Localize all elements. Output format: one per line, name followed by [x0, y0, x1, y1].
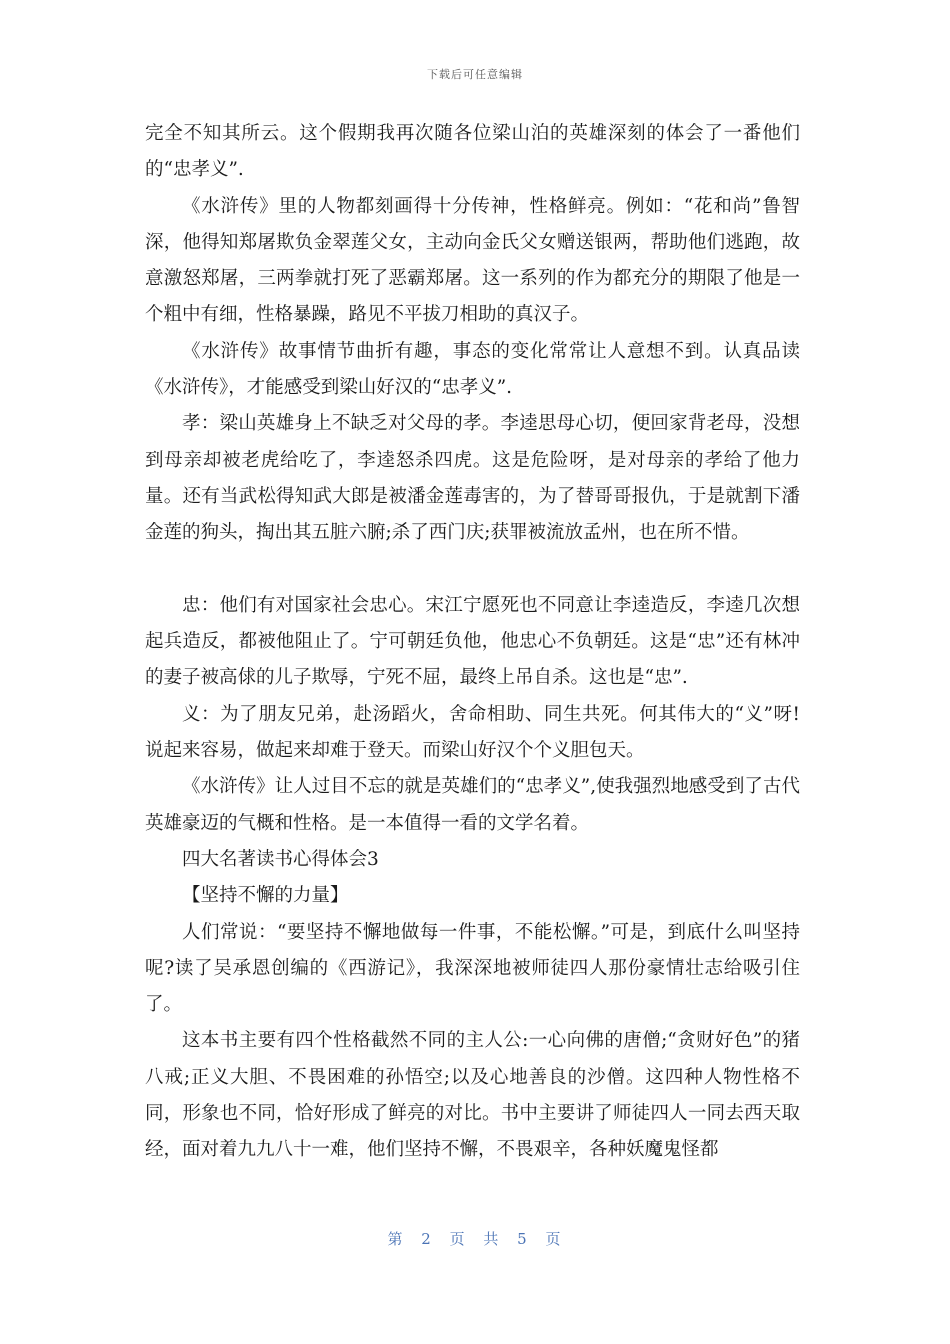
page-header: 下载后可任意编辑	[427, 68, 523, 81]
document-body	[145, 116, 800, 1169]
paragraph-journey-west: 这本书主要有四个性格截然不同的主人公:一心向佛的唐僧;“贪财好色”的猪八戒;正义大胆、不畏困难的孙悟空;以及心地善良的沙僧。这四种人物性格不同，形象也不同，恰好形成了鲜亮的对比。书中主要讲了师徒四人一同去西天取经，面对着九九八十一难，他们坚持不懈，不畏艰辛，各种妖魔鬼怪都	[145, 1030, 800, 1161]
section-subtitle: 【坚持不懈的力量】	[182, 885, 349, 907]
paragraph-characters: 《水浒传》里的人物都刻画得十分传神，性格鲜亮。例如：“花和尚”鲁智深，他得知郑屠欺负金翠莲父女，主动向金氏父女赠送银两，帮助他们逃跑，故意激怒郑屠，三两拳就打死了恶霸郑屠。这一系列的作为都充分的期限了他是一个粗中有细，性格暴躁，路见不平拔刀相助的真汉子。	[145, 195, 800, 326]
paragraph-righteousness: 义：为了朋友兄弟，赴汤蹈火，舍命相助、同生共死。何其伟大的“义”呀!说起来容易，做起来却难于登天。而梁山好汉个个义胆包天。	[145, 703, 800, 762]
paragraph-filial-piety: 孝：梁山英雄身上不缺乏对父母的孝。李逵思母心切，便回家背老母，没想到母亲却被老虎给吃了，李逵怒杀四虎。这是危险呀，是对母亲的孝给了他力量。还有当武松得知武大郎是被潘金莲毒害的，为了替哥哥报仇，于是就割下潘金莲的狗头，掏出其五脏六腑;杀了西门庆;获罪被流放孟州，也在所不惜。	[145, 413, 800, 544]
paragraph-perseverance-intro: 人们常说：“要坚持不懈地做每一件事，不能松懈。”可是，到底什么叫坚持呢?读了吴承恩创编的《西游记》，我深深地被师徒四人那份豪情壮志给吸引住了。	[145, 921, 800, 1016]
paragraph-conclusion: 《水浒传》让人过目不忘的就是英雄们的“忠孝义”,使我强烈地感受到了古代英雄豪迈的气概和性格。是一本值得一看的文学名着。	[145, 776, 800, 834]
paragraph-continuation: 完全不知其所云。这个假期我再次随各位梁山泊的英雄深刻的体会了一番他们的“忠孝义”.	[145, 123, 800, 181]
paragraph-plot: 《水浒传》故事情节曲折有趣，事态的变化常常让人意想不到。认真品读《水浒传》，才能感受到梁山好汉的“忠孝义”.	[145, 340, 800, 399]
section-heading: 四大名著读书心得体会3	[182, 848, 379, 870]
paragraph-gap	[145, 552, 800, 588]
page-footer: 第 2 页 共 5 页	[387, 1230, 563, 1248]
paragraph-loyalty: 忠：他们有对国家社会忠心。宋江宁愿死也不同意让李逵造反，李逵几次想起兵造反，都被他阻止了。宁可朝廷负他，他忠心不负朝廷。这是“忠”还有林冲的妻子被高俅的儿子欺辱，宁死不屈，最终上吊自杀。这也是“忠”.	[145, 594, 800, 689]
